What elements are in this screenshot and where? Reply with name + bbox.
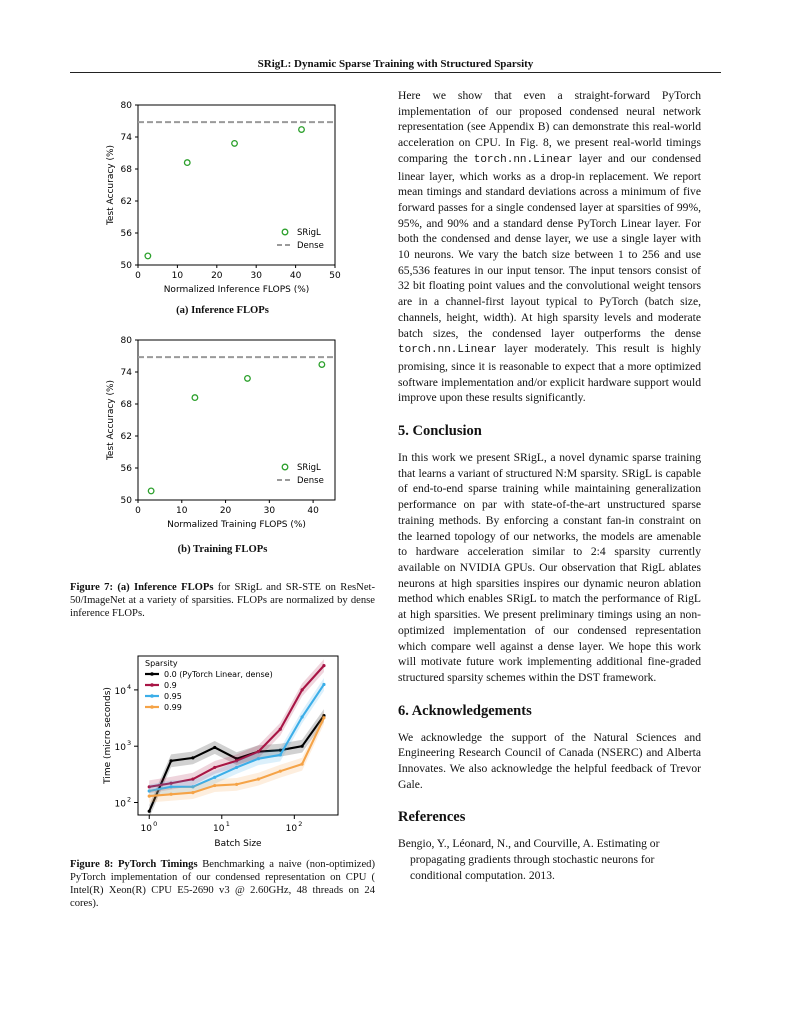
series-point-0 (301, 745, 304, 748)
reference-item: Bengio, Y., Léonard, N., and Courville, A. Estimating or propagating gradients through stochastic neurons for conditional computation. 2013. (398, 837, 660, 882)
y-tick-label: 74 (120, 368, 132, 378)
x-tick-label: 40 (307, 506, 319, 516)
series-point-2 (257, 757, 260, 760)
x-tick-label: 0 (135, 506, 141, 516)
series-point-2 (301, 715, 304, 718)
acknowledgements-heading: 6. Acknowledgements (398, 702, 532, 719)
header-rule (70, 72, 721, 73)
y-tick-label: 50 (120, 261, 132, 271)
legend-srigl-marker (282, 229, 288, 235)
srigl-point (148, 488, 154, 494)
legend-swatch-dot-3 (150, 705, 154, 709)
x-tick-label: 10 (140, 824, 152, 834)
srigl-point (299, 127, 305, 133)
x-tick-label: 20 (211, 271, 223, 281)
figure-7-text: for SRigL and SR-STE on ResNet-50/ImageNet at a variety of sparsities. FLOPs are normalized by dense inference FLOPs. (70, 582, 375, 619)
y-tick-label: 62 (120, 432, 132, 442)
y-tick-label: 74 (120, 133, 132, 143)
figure-7a-subcaption: (a) Inference FLOPs (176, 305, 269, 316)
y-tick-exponent: 4 (127, 682, 132, 691)
srigl-point (232, 141, 238, 147)
legend-srigl-marker (282, 464, 288, 470)
figure-8-chart (100, 650, 345, 850)
legend-swatch-dot-1 (150, 683, 154, 687)
srigl-point (319, 362, 325, 368)
series-point-3 (169, 793, 172, 796)
x-tick-exponent: 2 (298, 820, 303, 828)
y-tick-label: 56 (120, 464, 132, 474)
series-point-3 (257, 778, 260, 781)
x-axis-label: Normalized Training FLOPS (%) (167, 520, 306, 530)
references-heading: References (398, 809, 466, 826)
x-tick-label: 10 (285, 824, 298, 834)
legend-swatch-dot-2 (150, 694, 154, 698)
figure-7-label: Figure 7: (70, 582, 113, 593)
series-point-3 (322, 716, 325, 719)
y-tick-exponent: 3 (127, 739, 132, 748)
series-point-2 (322, 683, 325, 686)
y-axis-label: Test Accuracy (%) (106, 379, 116, 461)
y-tick-label: 56 (120, 229, 132, 239)
figure-7b-chart (100, 330, 345, 535)
srigl-point (192, 395, 198, 401)
x-tick-exponent: 0 (153, 820, 158, 828)
y-axis-label: Time (micro seconds) (103, 687, 113, 784)
legend-dense-label: Dense (297, 476, 324, 486)
figure-8-caption (70, 858, 375, 910)
srigl-point (145, 253, 151, 259)
x-tick-label: 30 (263, 506, 276, 516)
series-point-1 (301, 688, 304, 691)
y-tick-label: 10 (114, 799, 126, 810)
figure-8-bold: PyTorch Timings (117, 859, 198, 870)
x-tick-label: 10 (176, 506, 188, 516)
right-column (398, 88, 701, 884)
series-point-1 (213, 766, 216, 769)
series-point-3 (213, 784, 216, 787)
y-tick-label: 10 (114, 686, 126, 697)
y-tick-label: 80 (120, 101, 132, 111)
series-point-2 (213, 776, 216, 779)
series-point-3 (235, 783, 238, 786)
series-point-3 (191, 791, 194, 794)
y-tick-label: 10 (114, 743, 126, 754)
y-tick-label: 68 (120, 165, 132, 175)
legend-label-2: 0.95 (164, 692, 182, 701)
legend-dense-label: Dense (297, 241, 324, 251)
series-point-0 (148, 810, 151, 813)
y-tick-label: 50 (120, 496, 132, 506)
series-point-0 (191, 756, 194, 759)
conclusion-paragraph: In this work we present SRigL, a novel dynamic sparse training that learns a variant of structured N:M sparsity. SRigL is capable of end-to-end sparse training while maintaining generalization performance on par with state-of-the-art unstructured sparse training methods. By enforcing a constant fan-in constraint on the learned topology of our networks, the models are amenable to hardware acceleration similar to 2:4 sparsity currently available on NVIDIA GPUs. Our observation that RigL ablates neurons at high sparsities inspires our dynamic neuron ablation method which enables SRigL to match the performance of RigL at high sparsities. We present preliminary timings using an non-optimized implementation of our condensed representation which compare well against a dense layer. We hope this work will motivate future work implementing additional fine-graded structured sparsity schemes within the DST framework. (398, 451, 701, 684)
x-tick-exponent: 1 (225, 820, 230, 828)
series-point-2 (235, 766, 238, 769)
timing-text-1: Here we show that even a straight-forward PyTorch implementation of our proposed condensed neural network representation (see Appendix B) can demonstrate this real-world acceleration on CPU. In Fig. 8, we present real-world timings comparing the (398, 89, 701, 165)
x-tick-label: 50 (329, 271, 341, 281)
series-point-3 (148, 794, 151, 797)
y-tick-label: 68 (120, 400, 132, 410)
x-axis-label: Batch Size (214, 839, 262, 849)
figure-8-text: Benchmarking a naive (non-optimized) PyTorch implementation of our condensed representation on CPU ( Intel(R) Xeon(R) CPU E5-2690 v3 @ 2.60GHz, 48 threads on 24 cores). (70, 859, 376, 909)
legend-srigl-label: SRigL (297, 463, 321, 473)
figure-8-label: Figure 8: (70, 859, 114, 870)
x-tick-label: 30 (250, 271, 262, 281)
legend-label-3: 0.99 (164, 703, 182, 712)
series-point-3 (279, 770, 282, 773)
figure-7-caption (70, 581, 375, 620)
x-tick-label: 0 (135, 271, 141, 281)
code-torch-linear-1: torch.nn.Linear (473, 153, 573, 166)
x-tick-label: 20 (219, 506, 232, 516)
legend-swatch-dot-0 (150, 672, 154, 676)
x-tick-label: 10 (171, 271, 184, 281)
figure-7a-chart (100, 95, 345, 300)
acknowledgements-paragraph: We acknowledge the support of the Natural Sciences and Engineering Research Council of Canada (NSERC) and Alberta Innovates. We also acknowledge the helpful feedback of Trevor Gale. (398, 730, 701, 791)
y-tick-label: 80 (120, 336, 132, 346)
legend-label-0: 0.0 (PyTorch Linear, dense) (164, 670, 273, 679)
series-point-0 (169, 759, 172, 762)
y-axis-label: Test Accuracy (%) (106, 144, 116, 226)
srigl-point (184, 160, 190, 166)
x-tick-label: 10 (213, 824, 225, 834)
figure-7b-subcaption: (b) Training FLOPs (177, 544, 268, 555)
legend-srigl-label: SRigL (297, 228, 321, 238)
figure-7-bold: (a) Inference FLOPs (117, 582, 214, 593)
running-header: SRigL: Dynamic Sparse Training with Structured Sparsity (257, 58, 534, 70)
conclusion-heading: 5. Conclusion (398, 423, 482, 440)
legend-label-1: 0.9 (164, 681, 177, 690)
x-axis-label: Normalized Inference FLOPS (%) (163, 285, 310, 295)
series-point-0 (213, 746, 216, 749)
series-point-1 (279, 728, 282, 731)
legend-title: Sparsity (145, 659, 178, 668)
code-torch-linear-2: torch.nn.Linear (398, 344, 498, 357)
timing-paragraph (398, 88, 701, 406)
timing-text-3: layer moderately. This result is highly promising, since it is reasonable to expect that a more optimized software implementation and/or explicit hardware support would improve upon these results significantly. (398, 342, 701, 405)
y-tick-label: 62 (120, 197, 132, 207)
series-point-1 (322, 664, 325, 667)
x-tick-label: 40 (289, 271, 302, 281)
timing-text-2: layer and our condensed linear layer, which works as a drop-in replacement. We report mean timings and standard deviations across a minimum of five forward passes for a single condensed layer at sparsities of 99%, 95%, and 90% and a standard dense PyTorch Linear layer. For both the condensed and dense layer, we use a single layer with 10 neurons. We vary the batch size between 1 to 256 and use 65,536 features in our input tensor. The input tensors consist of 32 bit floating point values and the convolutional weight tensors are in a channel-first layout typical to PyTorch (batch size, channels, height, width). At high sparsity levels and moderate batch sizes, the condensed layer outperforms the dense (398, 151, 701, 340)
series-point-2 (279, 753, 282, 756)
srigl-point (245, 376, 251, 382)
y-tick-exponent: 2 (127, 795, 132, 804)
series-point-3 (301, 763, 304, 766)
